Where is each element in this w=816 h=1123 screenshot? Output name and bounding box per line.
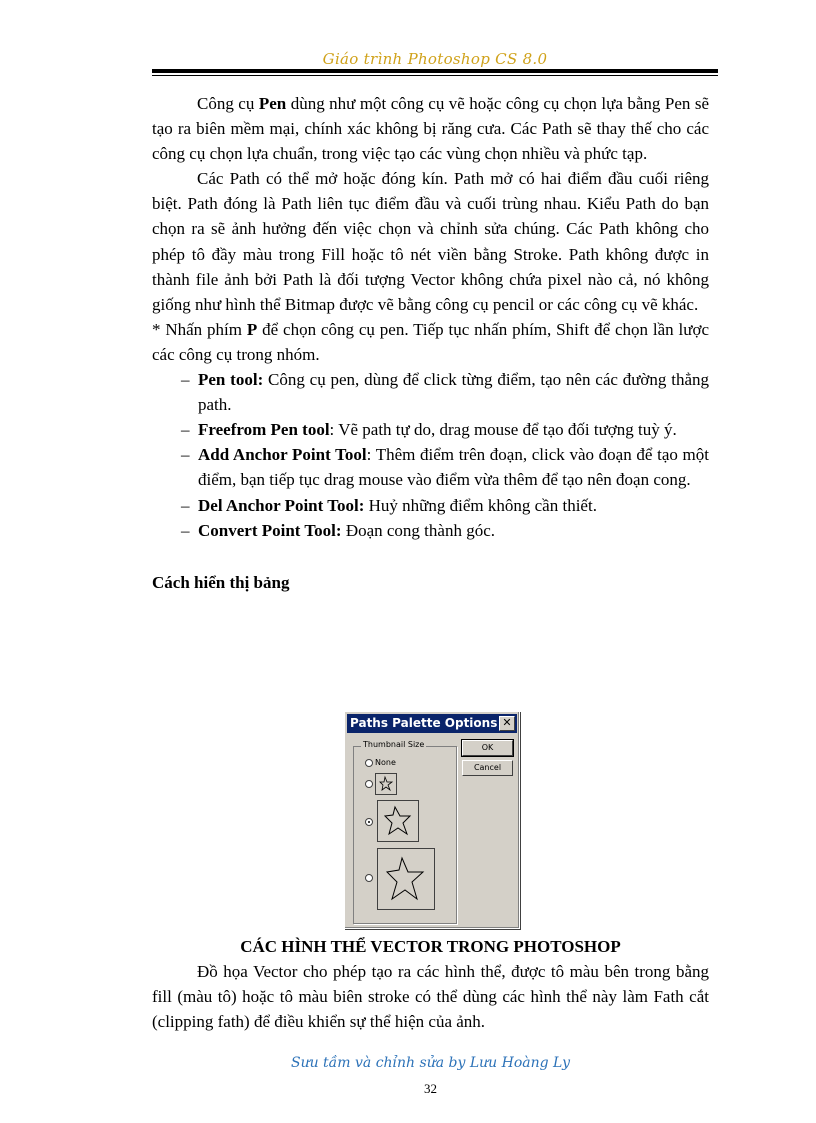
paragraph-paths: Các Path có thể mở hoặc đóng kín. Path mở có hai điểm đầu cuối riêng biệt. Path đóng là Path liên tục điểm đầu và cuối trùng nhau. Kiểu Path do bạn chọn ra sẽ ảnh hưởng đến việc chọn và chỉnh sửa chúng. Các Path không cho phép tô đầy màu trong Fill hoặc tô nét viền bằng Stroke. Path không được in thành file ảnh bởi Path là đối tượng Vector không chứa pixel nào cả, nó không giống như hình thể Bitmap được vẽ bằng công cụ pencil or các công cụ vẽ khác.	[152, 169, 709, 314]
body-text	[152, 91, 709, 595]
paragraph-text: * Nhấn phím	[152, 319, 247, 339]
tool-name: Add Anchor Point Tool	[198, 445, 367, 465]
tool-name: Pen tool:	[198, 370, 264, 390]
ok-button[interactable]: OK	[462, 740, 513, 756]
tool-name: Del Anchor Point Tool:	[198, 495, 365, 515]
cancel-button[interactable]: Cancel	[462, 760, 513, 776]
body-text-lower	[152, 930, 709, 1034]
list-dash: –	[181, 420, 190, 440]
tool-list-item	[181, 417, 709, 442]
list-dash: –	[181, 370, 190, 390]
header-rule-thin	[152, 75, 718, 76]
star-shape-icon	[376, 774, 396, 794]
header-rule-thick	[152, 69, 718, 73]
star-shape-icon	[378, 849, 434, 909]
dialog-titlebar	[347, 714, 517, 733]
close-icon[interactable]: ✕	[499, 716, 515, 731]
thumbnail-size-label: Thumbnail Size	[363, 740, 425, 749]
bold-term: Pen	[258, 94, 287, 113]
thumbnail-small-preview	[375, 773, 397, 795]
paragraph-vector: Đồ họa Vector cho phép tạo ra các hình thể, được tô màu bên trong bằng fill (màu tô) hoặc tô màu biên stroke có thể dùng các hình thể này làm Fath cắt (clipping fath) để điều khiển sự thể hiện của ảnh.	[152, 962, 709, 1032]
bold-term: P	[246, 319, 258, 339]
radio-thumbnail-small[interactable]	[365, 780, 373, 788]
vector-section-heading: CÁC HÌNH THỂ VECTOR TRONG PHOTOSHOP	[240, 937, 621, 956]
radio-thumbnail-medium[interactable]	[365, 818, 373, 826]
tool-description: : Vẽ path tự do, drag mouse để tạo đối tượng tuỳ ý.	[329, 420, 677, 440]
tool-name: Freefrom Pen tool	[198, 420, 330, 440]
paths-palette-options-dialog	[344, 711, 520, 929]
radio-label-none: None	[375, 758, 396, 767]
tool-list	[152, 367, 709, 543]
section-heading: Cách hiển thị bảng	[152, 572, 290, 592]
paragraph-text: dùng như một công cụ vẽ hoặc công cụ chọn lựa bằng Pen sẽ tạo ra biên mềm mại, chính xác không bị răng cưa. Các Path sẽ thay thế cho các công cụ chọn lựa chuẩn, trong việc tạo các vùng chọn nhiều và phức tạp.	[152, 94, 709, 164]
footer-author: Sưu tầm và chỉnh sửa by Lưu Hoàng Ly	[290, 1055, 570, 1071]
paragraph-text: để chọn công cụ pen. Tiếp tục nhấn phím, Shift để chọn lần lược các công cụ trong nhóm.	[152, 319, 709, 364]
tool-list-item	[181, 442, 709, 492]
list-dash: –	[181, 495, 190, 515]
list-dash: –	[181, 520, 190, 540]
tool-description: Huỷ những điểm không cần thiết.	[364, 495, 597, 515]
tool-description: Đoạn cong thành góc.	[341, 520, 495, 540]
radio-selected-dot	[368, 821, 370, 823]
list-dash: –	[181, 445, 190, 465]
star-shape-icon	[378, 801, 418, 841]
page-number: 32	[424, 1081, 437, 1096]
dialog-title: Paths Palette Options	[350, 716, 498, 730]
paragraph-shortcut	[152, 317, 709, 367]
thumbnail-large-preview	[377, 848, 435, 910]
tool-list-item	[181, 493, 709, 518]
tool-description: Công cụ pen, dùng để click từng điểm, tạo nên các đường thẳng path.	[198, 370, 709, 415]
tool-list-item	[181, 367, 709, 417]
running-header-title: Giáo trình Photoshop CS 8.0	[322, 50, 548, 68]
radio-thumbnail-large[interactable]	[365, 874, 373, 882]
tool-name: Convert Point Tool:	[198, 520, 342, 540]
thumbnail-medium-preview	[377, 800, 419, 842]
paragraph-text: Công cụ	[197, 94, 259, 113]
tool-description: : Thêm điểm trên đoạn, click vào đoạn để tạo một điểm, bạn tiếp tục drag mouse vào điểm vừa thêm để tạo nên đoạn cong.	[198, 445, 709, 490]
radio-thumbnail-none[interactable]	[365, 759, 373, 767]
tool-list-item	[181, 518, 709, 543]
paragraph-pen	[152, 91, 709, 166]
